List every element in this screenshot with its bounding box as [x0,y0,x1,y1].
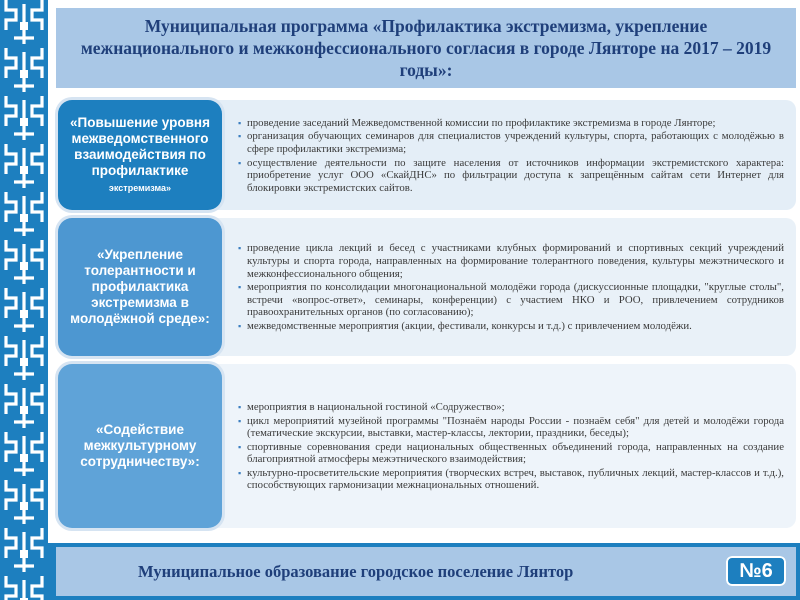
page-number-badge: №6 [726,556,786,586]
list-item: ▪ цикл мероприятий музейной программы "Познаём народы России - познаём себя" для детей и молодёжи города (тематические экскурсии, выставки, мастер-классы, лектории, праздники, беседы); [238,415,784,440]
section-intercultural [58,364,796,528]
section-content [208,100,796,210]
side-ornament [0,0,48,600]
list-item: ▪ мероприятия по консолидации многонациональной молодёжи города (дискуссионные площадки, "круглые столы", встречи «вопрос-ответ», семинары, конференции) с участием НКО и РОО, привлечением сотрудников правоохранительных органов (по согласованию); [238,281,784,319]
activity-list [238,117,784,196]
list-item: ▪ межведомственные мероприятия (акции, фестивали, конкурсы и т.д.) с привлечением молодёжи. [238,320,784,333]
section-label-text: «Содействие межкультурному сотрудничеству»: [80,422,200,469]
activity-list [238,401,784,493]
section-label [58,100,222,210]
list-item: ▪ спортивные соревнования среди национальных общественных объединений города, направленных на создание благоприятной атмосферы межэтнического взаимодействия; [238,441,784,466]
list-item: ▪ культурно-просветительские мероприятия (творческих встреч, выставок, публичных лекций, мастер-классов и т.д.), способствующих гармонизации межнациональных отношений. [238,467,784,492]
list-item: ▪ организация обучающих семинаров для специалистов учреждений культуры, спорта, работающих с молодёжью в сфере профилактики экстремизма; [238,130,784,155]
section-label-text: «Повышение уровня межведомственного взаимодействия по профилактике [70,114,210,178]
section-interagency [58,100,796,210]
section-label-text: «Укрепление толерантности и профилактика экстремизма в молодёжной среде»: [70,247,210,326]
list-item: ▪ проведение заседаний Межведомственной комиссии по профилактике экстремизма в городе Лянторе; [238,117,784,130]
section-content [208,364,796,528]
ornament-pattern-icon [0,0,48,600]
list-item: ▪ осуществление деятельности по защите населения от источников информации экстремистского характера: приобретение услуг ООО «СкайДНС» по фильтрации доступа к запрещённым сайтам сети Интернет для блокировки экстремистских сайтов. [238,157,784,195]
footer-text: Муниципальное образование городское поселение Лянтор [138,562,574,581]
title-band [56,8,796,88]
list-item: ▪ проведение цикла лекций и бесед с участниками клубных формирований и спортивных секций учреждений культуры и спорта города, направленных на формирование толерантного поведения, культуры межэтнического и межконфессионального общения; [238,242,784,280]
section-label [58,218,222,356]
section-tolerance [58,218,796,356]
footer-band [48,543,800,600]
page-title: Муниципальная программа «Профилактика экстремизма, укрепление межнационального и межконфессионального согласия в городе Лянторе на 2017 – 2019 годы»: [80,16,772,80]
section-content [208,218,796,356]
list-item: ▪ мероприятия в национальной гостиной «Содружество»; [238,401,784,414]
section-label [58,364,222,528]
activity-list [238,242,784,333]
footer-inner [56,547,796,596]
section-label-small: экстремизма» [108,182,172,193]
